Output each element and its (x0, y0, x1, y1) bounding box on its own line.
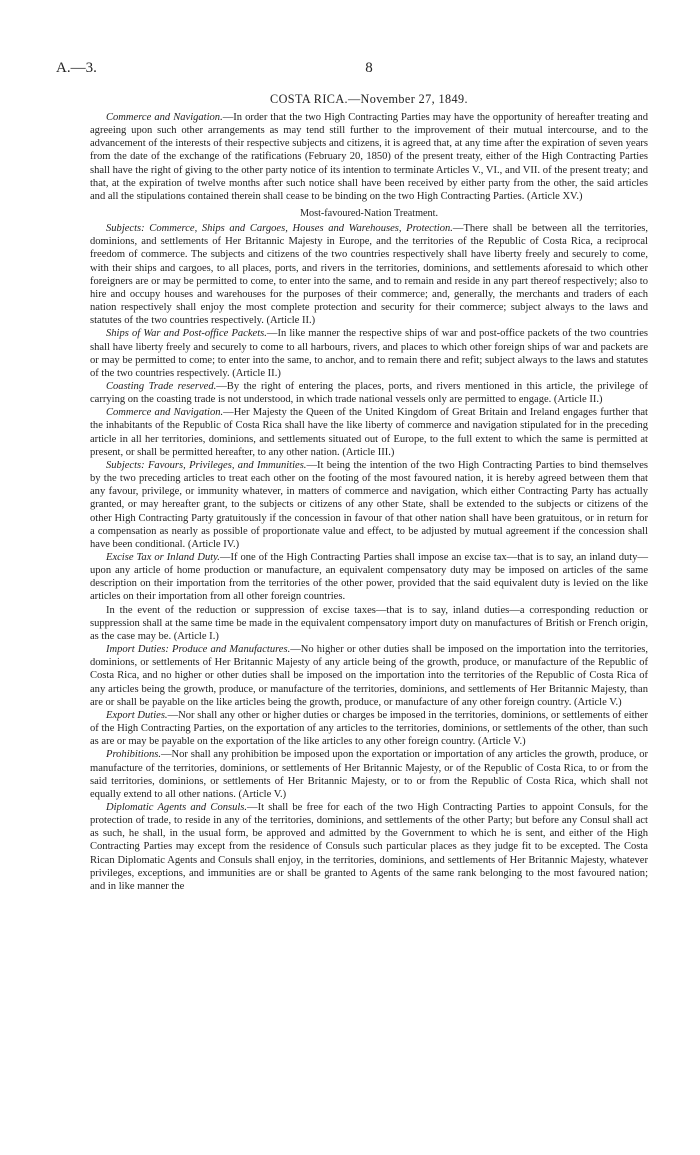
paragraph (90, 459, 648, 551)
paragraph (90, 709, 648, 748)
paragraph-text: —Nor shall any prohibition be imposed upon the exportation or importation of any articles the growth, produce, or manufacture of the territories, dominions, or settlements of Her Britannic Majesty, or of the Republic of Costa Rica, to or from the said territories, dominions, or settlements of Her Britannic Majesty, or to or from the Republic of Costa Rica, which shall not equally extend to all other nations. (Article V.) (90, 749, 648, 800)
document-title: COSTA RICA.—November 27, 1849. (270, 92, 468, 106)
paragraph-caption: Commerce and Navigation. (106, 112, 223, 123)
paragraph (90, 801, 648, 893)
paragraph-text: —No higher or other duties shall be imposed on the importation into the territories, dominions, or settlements of Her Britannic Majesty of any article being of the growth, produce, or manufacture of the Republic of Costa Rica, and no higher or other duties shall be imposed on the importation into the territories of the Republic of Costa Rica of any articles being the growth, produce, or manufacture of the territories, dominions, and settlements of Her Britannic Majesty, than are or shall be payable on the like articles being the growth, produce, or manufacture of any other foreign country. (Article V.) (90, 644, 648, 708)
paragraph-text: —It being the intention of the two High Contracting Parties to bind themselves by the two preceding articles to treat each other on the footing of the most favoured nation, it is hereby agreed between them that any favour, privilege, or immunity whatever, in matters of commerce and navigation, which either Contracting Party has actually granted, or may hereafter grant, to the subjects or citizens of any other State, shall be extended to the subjects or citizens of the other High Contracting Party gratuitously if the concession in favour of that other nation shall have been gratuitous, or in return for a compensation as nearly as possible of proportionate value and effect, to be adjusted by mutual agreement if the concession shall have been conditional. (Article IV.) (90, 459, 648, 550)
paragraph (90, 643, 648, 709)
paragraph-caption: Ships of War and Post-office Packets. (106, 328, 267, 340)
paragraph-caption: Excise Tax or Inland Duty. (106, 552, 220, 563)
paragraph-text: —In order that the two High Contracting Parties may have the opportunity of hereafter treating and agreeing upon such other arrangements as may tend still further to the improvement of their mutual intercourse, and to the advancement of the interests of their respective subjects and citizens, it is agreed that, at any time after the expiration of seven years from the date of the exchange of the ratifications (February 20, 1850) of the present treaty, either of the High Contracting Parties shall have the right of giving to the other party notice of its intention to terminate Articles V., VI., and VII. of the present treaty; and that, at the expiration of twelve months after such notice shall have been received by either party from the other, the said articles and all the stipulations contained therein shall cease to be binding on the two High Contracting Parties. (Article XV.) (90, 112, 648, 202)
paragraph-text: In the event of the reduction or suppression of excise taxes—that is to say, inland duties—a corresponding reduction or suppression shall at the same time be made in the equivalent compensatory import duty on manufactures of British or French origin, as the case may be. (Article I.) (90, 604, 648, 642)
paragraph-text: —By the right of entering the places, ports, and rivers mentioned in this article, the privilege of carrying on the coasting trade is not understood, in which trade national vessels only are permitted to engage. (Article II.) (90, 380, 648, 406)
paragraph-caption: Subjects: Favours, Privileges, and Immunities. (106, 459, 307, 471)
paragraph-caption: Import Duties: Produce and Manufactures. (106, 644, 291, 656)
paragraph (90, 604, 648, 643)
paragraph-text: —Nor shall any other or higher duties or charges be imposed in the territories, dominions, or settlements of either of the High Contracting Parties, on the exportation of any articles to the territories, dominions, or settlements of the other, than such as are or may be payable on the exportation of the like articles to any other foreign country. (Article V.) (90, 709, 649, 748)
paragraph-caption: Subjects: Commerce, Ships and Cargoes, Houses and Warehouses, Protection. (106, 223, 453, 235)
paragraph-text: —Her Majesty the Queen of the United Kingdom of Great Britain and Ireland engages further that the inhabitants of the Republic of Costa Rica shall have the like liberty of commerce and navigation stipulated for in the preceding article in all her territories, dominions, and settlements situated out of Europe, to the full extent to which the same is permitted at present, or shall be permitted hereafter, to any other nation. (Article III.) (90, 407, 648, 458)
paragraph-caption: Prohibitions. (106, 749, 161, 761)
section-heading: Most-favoured-Nation Treatment. (299, 208, 439, 220)
paragraph (90, 406, 648, 459)
paragraph (90, 222, 648, 327)
paragraph (90, 551, 648, 604)
paragraph (90, 380, 648, 406)
intro-paragraph (90, 111, 648, 203)
paragraph-caption: Diplomatic Agents and Consuls. (106, 801, 248, 813)
paragraph-caption: Coasting Trade reserved. (106, 380, 217, 392)
page-header (56, 60, 648, 82)
paragraph-text: —In like manner the respective ships of war and post-office packets of the two countries shall have liberty freely and securely to come to all harbours, rivers, and places to which other foreign ships of war and packets are or may be permitted to come; to enter into the same, to anchor, and to remain there and refit; subject always to the laws and statutes of the two countries respectively. (Article II.) (90, 328, 648, 379)
paragraph-text: —If one of the High Contracting Parties shall impose an excise tax—that is to say, an inland duty—upon any article of home production or manufacture, an equivalent compensatory duty may be imposed on articles of the same description on their importation from the territories of the other power, provided that the said equivalent duty is levied on the like articles on their importation from all other foreign countries. (90, 552, 648, 603)
paragraph-text: —There shall be between all the territories, dominions, and settlements of Her Britannic Majesty in Europe, and the territories of the Republic of Costa Rica, a reciprocal freedom of commerce. The subjects and citizens of the two countries respectively shall have liberty freely and securely to come, with their ships and cargoes, to all places, ports, and rivers in the territories, dominions, and settlements aforesaid to which other foreigners are or may be permitted to come, to enter into the same, and to remain and reside in any part thereof respectively; also to hire and occupy houses and warehouses for the purposes of their commerce; and, generally, the merchants and traders of each nation respectively shall enjoy the most complete protection and security for their commerce; subject always to the laws and statutes of the two countries respectively. (Article II.) (90, 223, 648, 327)
paragraph (90, 748, 648, 801)
paragraph-caption: Export Duties. (106, 709, 168, 721)
paragraph (90, 327, 648, 380)
paragraph-caption: Commerce and Navigation. (106, 407, 224, 419)
paragraph-text: —It shall be free for each of the two High Contracting Parties to appoint Consuls, for the protection of trade, to reside in any of the territories, dominions, and settlements of the other Party; but before any Consul shall act as such, he shall, in the usual form, be approved and admitted by the Government to which he is sent, and either of the High Contracting Parties may except from the residence of Consuls such particular places as they judge fit to be excepted. The Costa Rican Diplomatic Agents and Consuls shall enjoy, in the territories, dominions, and settlements of Her Britannic Majesty, whatever privileges, exceptions, and immunities are or shall be granted to Agents of the same rank belonging to the most favoured nation; and in like manner the (90, 801, 648, 892)
page-reference: A.—3. (56, 60, 97, 76)
page-number: 8 (365, 60, 373, 76)
